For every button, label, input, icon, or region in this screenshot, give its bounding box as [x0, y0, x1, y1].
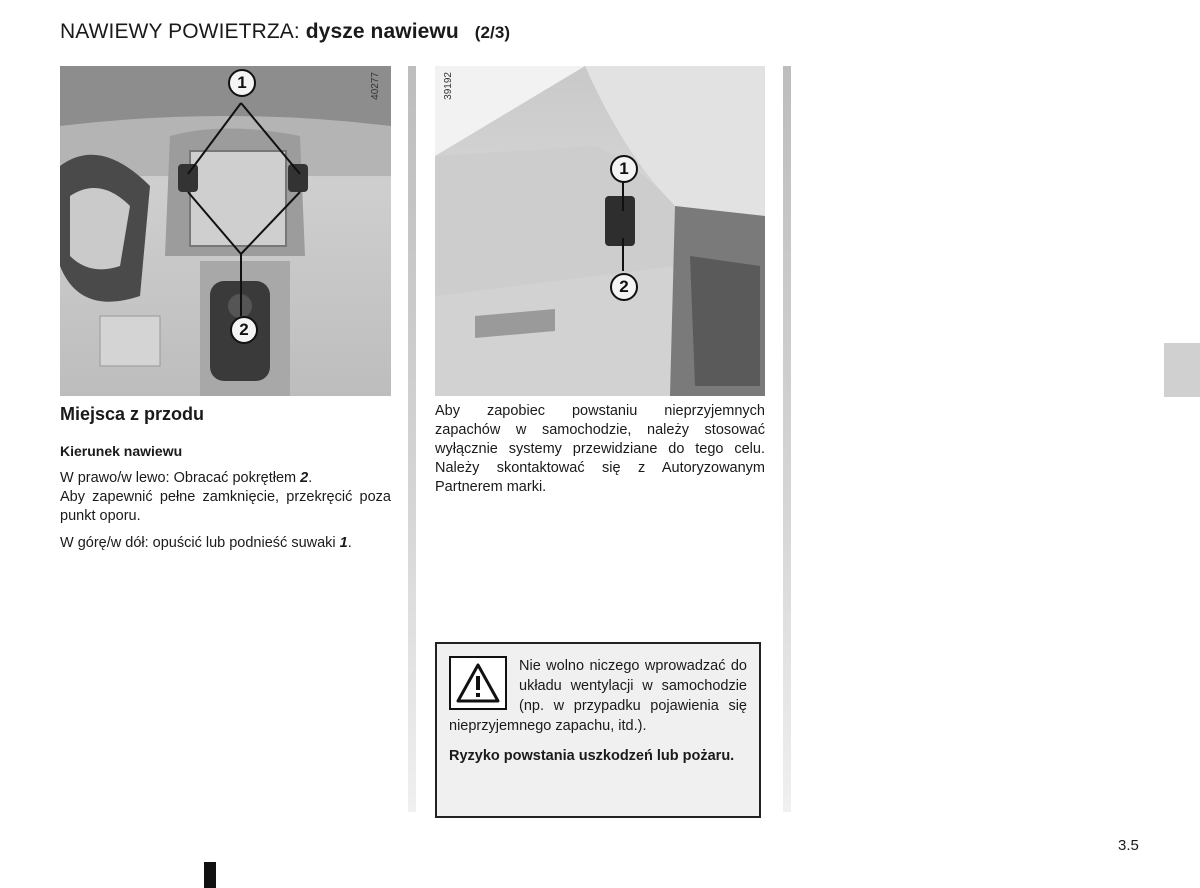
front-vents-photo [60, 66, 391, 396]
warning-risk: Ryzyko powstania uszkodzeń lub pożaru. [449, 748, 735, 764]
side-vent-photo [435, 66, 765, 396]
callout-2: 2 [230, 316, 258, 344]
section-heading: Miejsca z przodu [60, 404, 205, 424]
sub-heading: Kierunek nawiewu [60, 443, 183, 459]
callout-1: 1 [610, 155, 638, 183]
title-part: (2/3) [474, 23, 511, 42]
dashboard-illustration [60, 66, 391, 396]
left-column [60, 66, 391, 561]
instruction-close: Aby zapewnić pełne zamknięcie, przekręcić poza punkt oporu. [60, 489, 391, 524]
middle-column [435, 66, 765, 505]
page-title [60, 20, 510, 44]
warning-triangle-icon [455, 662, 501, 704]
callout-1: 1 [228, 69, 256, 97]
callout-2: 2 [610, 273, 638, 301]
title-sub: dysze nawiewu [305, 20, 459, 43]
column-separator [783, 66, 791, 812]
instruction-punct: . [308, 470, 313, 486]
instruction-punct: . [347, 535, 352, 551]
warning-icon-frame [449, 656, 507, 710]
instruction-text: W górę/w dół: opuścić lub podnieść suwaki [60, 535, 340, 551]
instruction-text: W prawo/w lewo: Obracać pokrętłem [60, 470, 301, 486]
title-main: NAWIEWY POWIETRZA: [60, 20, 300, 43]
figure-ref-code: 40277 [370, 72, 381, 100]
figure-ref-code: 39192 [443, 72, 454, 100]
warning-text: Nie wolno niczego wprowadzać do układu wentylacji w samochodzie (np. w przypadku pojawienia się nieprzyjemnego zapachu, itd.). [449, 658, 747, 734]
page-number: 3.5 [1118, 837, 1139, 854]
instruction-up-down [60, 534, 391, 553]
print-crop-mark [204, 862, 216, 888]
passenger-side-illustration [435, 66, 765, 396]
odour-note: Aby zapobiec powstaniu nieprzyjemnych zapachów w samochodzie, należy stosować wyłącznie systemy przewidziane do tego celu. Należy skontaktować się z Autoryzowanym Partnerem marki. [435, 403, 765, 495]
column-separator [408, 66, 416, 812]
chapter-tab [1164, 343, 1200, 397]
warning-box [435, 642, 761, 818]
ref-number: 2 [300, 470, 309, 486]
ref-number: 1 [339, 535, 348, 551]
instruction-left-right [60, 469, 391, 526]
